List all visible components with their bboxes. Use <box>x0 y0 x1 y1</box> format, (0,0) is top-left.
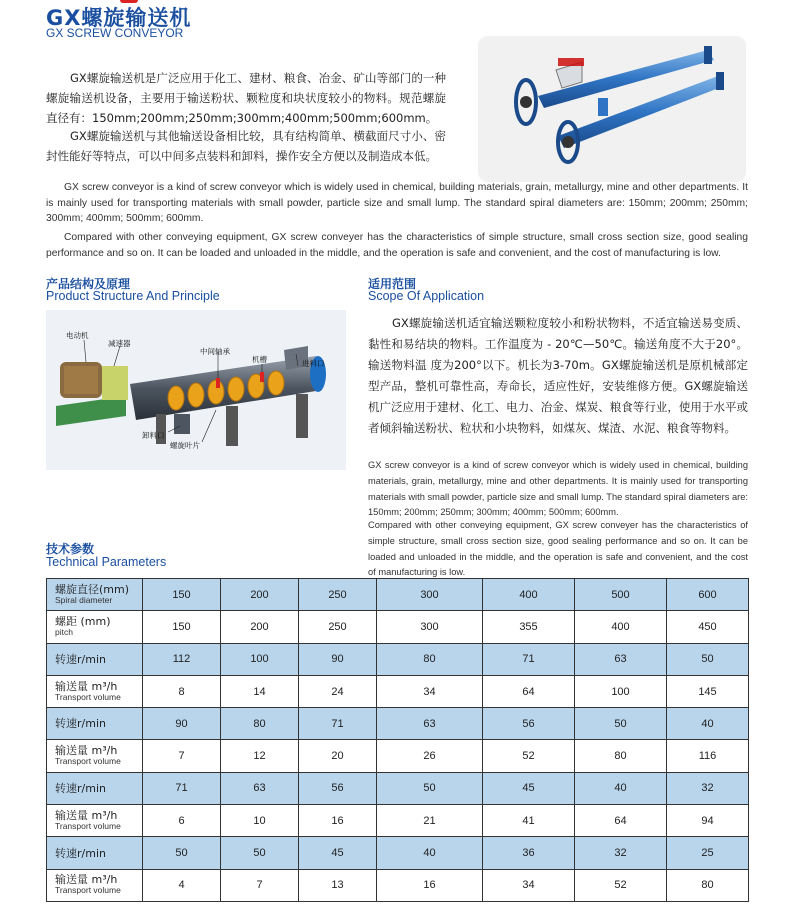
row-header <box>47 805 143 837</box>
table-row <box>47 643 749 675</box>
row-header-cn: 输送量 m³/h <box>55 808 118 822</box>
table-cell: 300 <box>377 611 483 643</box>
row-header <box>47 579 143 611</box>
table-cell: 80 <box>377 643 483 675</box>
application-cn-paragraph: GX螺旋输送机适宜输送颗粒度较小和粉状物料，不适宜输送易变质、黏性和易结块的物料。工作温度为 - 20℃—50℃。输送角度不大于20°。输送物料温 度为200°以下。机长为3-70m。GX螺旋输送机是原机械部定型产品，整机可靠性高，寿命长，适应性好，安装维修方便。GX螺旋输送机广泛应用于建材、化工、电力、冶金、煤炭、粮食等行业，使用于水平或者倾斜输送粉状、粒状和小块物料，如煤灰、煤渣、水泥、粮食等物料。 <box>368 316 748 435</box>
application-en-paragraph-2: Compared with other conveying equipment, GX screw conveyer has the characteristics of simple structure, small cross section size, good sealing performance and so on. It can be loaded and unloaded in the middle, and the operation is safe and convenient, and the cost of manufacturing is low. <box>368 520 748 578</box>
row-header <box>47 675 143 707</box>
row-header-cn: 转速r/min <box>55 846 106 860</box>
table-cell: 71 <box>143 772 221 804</box>
row-header <box>47 611 143 643</box>
row-header-cn: 输送量 m³/h <box>55 744 118 758</box>
table-cell: 355 <box>483 611 575 643</box>
table-row <box>47 611 749 643</box>
table-cell: 45 <box>299 837 377 869</box>
table-cell: 10 <box>221 805 299 837</box>
row-header <box>47 643 143 675</box>
diagram-label-trough: 机槽 <box>252 355 267 364</box>
table-cell: 63 <box>377 708 483 740</box>
table-cell: 200 <box>221 611 299 643</box>
row-header <box>47 837 143 869</box>
table-cell: 250 <box>299 611 377 643</box>
table-cell: 16 <box>299 805 377 837</box>
application-en-paragraph-1: GX screw conveyor is a kind of screw conveyor which is widely used in chemical, building materials, grain, metallurgy, mine and other departments. It is mainly used for transporting materials with small powder, particle size and small lump. The standard spiral diameters are: 150mm; 200mm; 250mm; 300mm; 400mm; 500mm; 600mm. <box>368 460 748 518</box>
page-title-en: GX SCREW CONVEYOR <box>46 26 184 40</box>
table-cell: 50 <box>667 643 749 675</box>
table-cell: 12 <box>221 740 299 772</box>
table-row <box>47 772 749 804</box>
row-header-cn: 转速r/min <box>55 717 106 731</box>
structure-heading-en: Product Structure And Principle <box>46 289 220 303</box>
table-cell: 6 <box>143 805 221 837</box>
product-photo <box>478 36 746 182</box>
row-header-cn: 输送量 m³/h <box>55 873 118 887</box>
diagram-label-motor: 电动机 <box>66 331 89 340</box>
table-cell: 80 <box>221 708 299 740</box>
diagram-label-blade: 螺旋叶片 <box>170 441 200 450</box>
table-cell: 20 <box>299 740 377 772</box>
row-header-en: Transport volume <box>55 756 121 767</box>
table-cell: 50 <box>221 837 299 869</box>
table-cell: 50 <box>143 837 221 869</box>
table-cell: 80 <box>667 869 749 901</box>
table-cell: 40 <box>667 708 749 740</box>
table-cell: 34 <box>483 869 575 901</box>
table-cell: 145 <box>667 675 749 707</box>
table-cell: 45 <box>483 772 575 804</box>
table-cell: 150 <box>143 579 221 611</box>
intro-cn-paragraph-2: GX螺旋输送机与其他输送设备相比较，具有结构简单、横截面尺寸小、密封性能好等特点，可以中间多点装料和卸料，操作安全方便以及制造成本低。 <box>46 129 446 163</box>
row-header-cn: 螺旋直径(mm) <box>55 582 130 596</box>
table-cell: 71 <box>299 708 377 740</box>
row-header-cn: 输送量 m³/h <box>55 679 118 693</box>
table-cell: 80 <box>575 740 667 772</box>
structure-heading-cn: 产品结构及原理 <box>46 277 131 291</box>
table-cell: 7 <box>143 740 221 772</box>
table-cell: 52 <box>575 869 667 901</box>
table-cell: 63 <box>221 772 299 804</box>
table-cell: 112 <box>143 643 221 675</box>
screw-conveyor-photo-illustration <box>478 36 746 182</box>
row-header <box>47 772 143 804</box>
table-cell: 52 <box>483 740 575 772</box>
table-cell: 94 <box>667 805 749 837</box>
table-cell: 100 <box>221 643 299 675</box>
table-cell: 26 <box>377 740 483 772</box>
table-row <box>47 837 749 869</box>
table-cell: 4 <box>143 869 221 901</box>
table-cell: 25 <box>667 837 749 869</box>
table-cell: 116 <box>667 740 749 772</box>
table-cell: 71 <box>483 643 575 675</box>
table-cell: 50 <box>377 772 483 804</box>
table-row <box>47 740 749 772</box>
params-heading-en: Technical Parameters <box>46 555 167 569</box>
table-cell: 90 <box>299 643 377 675</box>
table-cell: 64 <box>575 805 667 837</box>
diagram-label-reducer: 减速器 <box>108 339 131 348</box>
table-cell: 16 <box>377 869 483 901</box>
table-cell: 13 <box>299 869 377 901</box>
intro-cn-paragraph-1: GX螺旋输送机是广泛应用于化工、建材、粮食、冶金、矿山等部门的一种螺旋输送机设备，主要用于输送粉状、颗粒度和块状度较小的物料。规范螺旋直径有：150mm;200mm;250mm;300mm;400mm;500mm;600mm。 <box>46 71 446 125</box>
table-row <box>47 869 749 901</box>
row-header-en: Transport volume <box>55 885 121 896</box>
table-cell: 21 <box>377 805 483 837</box>
table-cell: 300 <box>377 579 483 611</box>
row-header-en: pitch <box>55 626 73 637</box>
row-header <box>47 740 143 772</box>
row-header <box>47 869 143 901</box>
table-cell: 400 <box>575 611 667 643</box>
diagram-label-middle-bearing: 中间轴承 <box>200 347 230 356</box>
intro-en-paragraph-1: GX screw conveyor is a kind of screw conveyor which is widely used in chemical, building materials, grain, metallurgy, mine and other departments. It is mainly used for transporting materials with small powder, particle size and small lump. The standard spiral diameters are: 150mm; 200mm; 250mm; 300mm; 400mm; 500mm; 600mm. <box>46 182 748 224</box>
table-cell: 7 <box>221 869 299 901</box>
application-heading-cn: 适用范围 <box>368 277 417 291</box>
params-heading-cn: 技术参数 <box>46 542 95 556</box>
row-header-cn: 转速r/min <box>55 652 106 666</box>
table-cell: 32 <box>575 837 667 869</box>
table-row <box>47 708 749 740</box>
page-title-cn: GX螺旋输送机 <box>46 6 192 30</box>
row-header-en: Transport volume <box>55 691 121 702</box>
intro-en-paragraph-2: Compared with other conveying equipment, GX screw conveyer has the characteristics of simple structure, small cross section size, good sealing performance and so on. It can be loaded and unloaded in the middle, and the operation is safe and convenient, and the cost of manufacturing is low. <box>46 232 748 259</box>
table-cell: 150 <box>143 611 221 643</box>
structure-diagram <box>46 310 346 470</box>
row-header <box>47 708 143 740</box>
table-cell: 34 <box>377 675 483 707</box>
table-cell: 8 <box>143 675 221 707</box>
table-cell: 100 <box>575 675 667 707</box>
diagram-label-outlet: 卸料口 <box>142 431 165 440</box>
row-header-cn: 转速r/min <box>55 781 106 795</box>
table-cell: 63 <box>575 643 667 675</box>
table-cell: 40 <box>377 837 483 869</box>
table-cell: 14 <box>221 675 299 707</box>
table-cell: 56 <box>299 772 377 804</box>
table-cell: 24 <box>299 675 377 707</box>
table-cell: 56 <box>483 708 575 740</box>
table-cell: 200 <box>221 579 299 611</box>
table-row <box>47 805 749 837</box>
application-heading-en: Scope Of Application <box>368 289 485 303</box>
table-row <box>47 675 749 707</box>
table-cell: 90 <box>143 708 221 740</box>
row-header-cn: 螺距 (mm) <box>55 614 111 628</box>
table-cell: 600 <box>667 579 749 611</box>
table-cell: 250 <box>299 579 377 611</box>
table-cell: 50 <box>575 708 667 740</box>
table-cell: 400 <box>483 579 575 611</box>
table-cell: 36 <box>483 837 575 869</box>
diagram-label-inlet: 进料口 <box>302 359 325 368</box>
table-cell: 450 <box>667 611 749 643</box>
table-row <box>47 579 749 611</box>
row-header-en: Spiral diameter <box>55 594 113 605</box>
table-cell: 40 <box>575 772 667 804</box>
table-cell: 41 <box>483 805 575 837</box>
table-cell: 64 <box>483 675 575 707</box>
table-cell: 500 <box>575 579 667 611</box>
technical-parameters-table <box>46 578 749 902</box>
table-cell: 32 <box>667 772 749 804</box>
row-header-en: Transport volume <box>55 820 121 831</box>
